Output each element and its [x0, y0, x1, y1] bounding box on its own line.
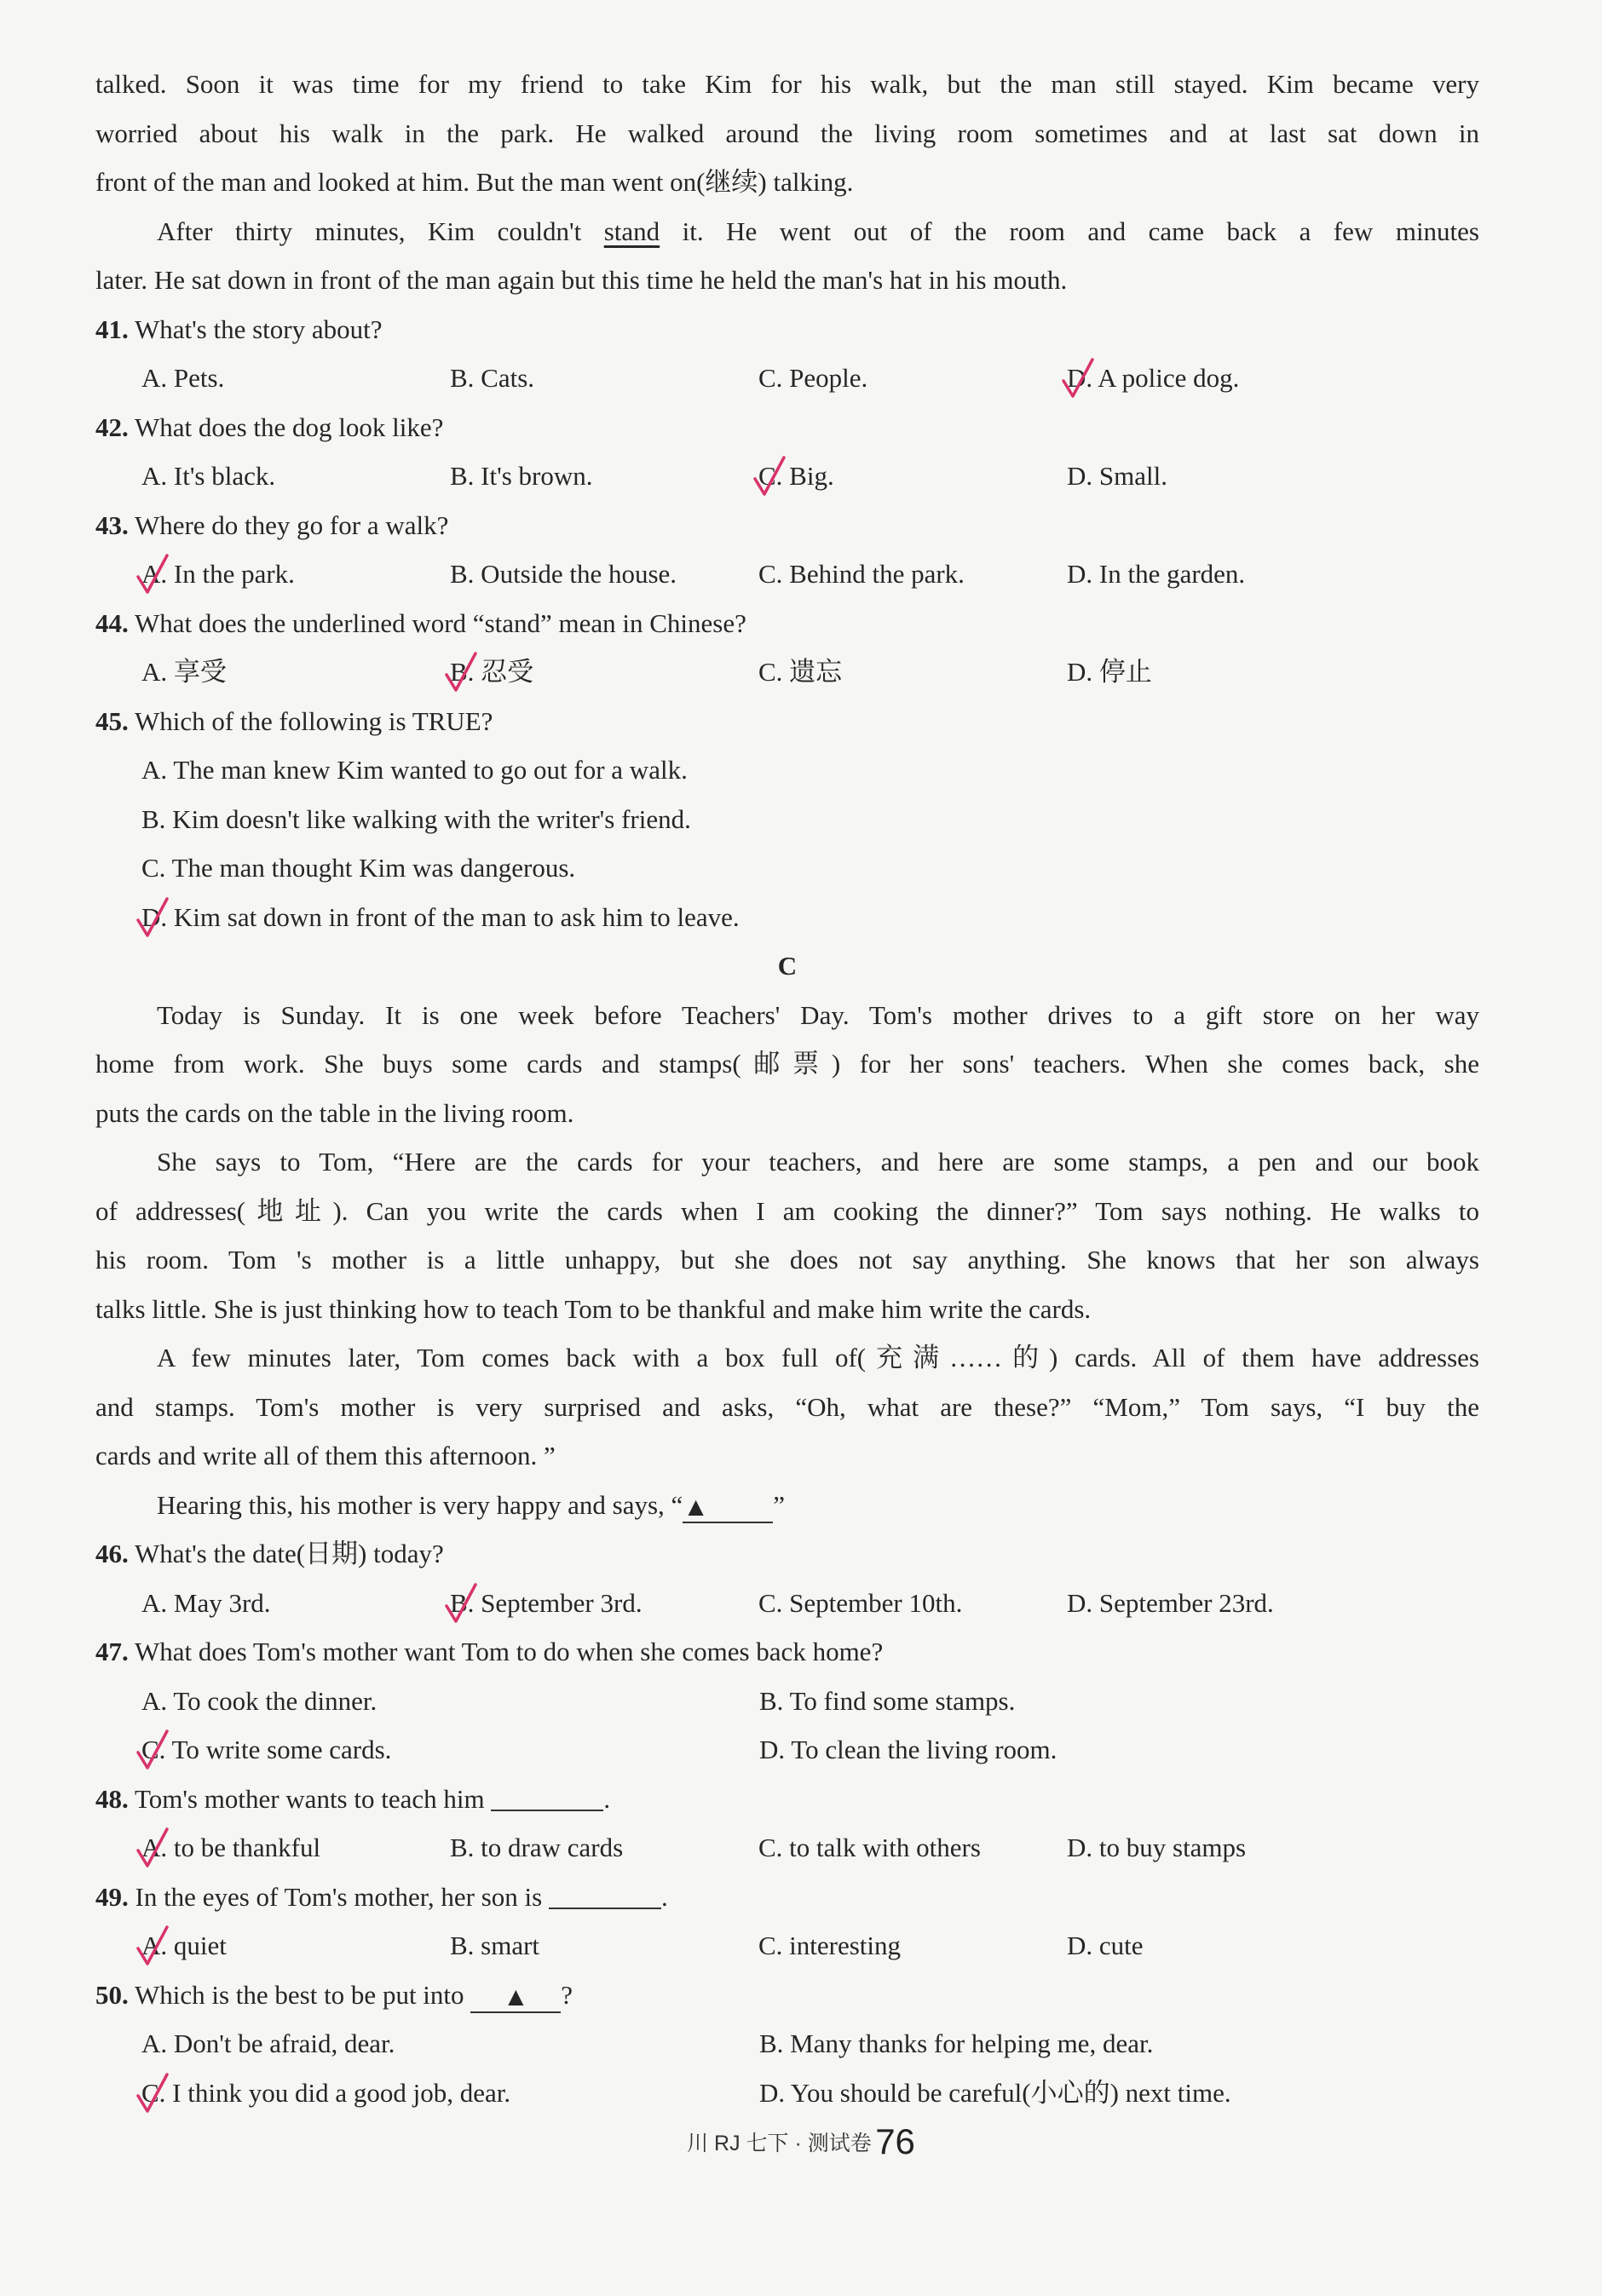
options-row: [95, 1823, 1479, 1873]
option-b[interactable]: B. Outside the house.: [450, 559, 677, 589]
option-c[interactable]: C. Behind the park.: [758, 559, 965, 589]
option-d[interactable]: D. September 23rd.: [1067, 1587, 1274, 1618]
option-c[interactable]: C. The man thought Kim was dangerous.: [141, 853, 576, 883]
option-d[interactable]: D. Small.: [1067, 461, 1167, 491]
question-text-end: .: [603, 1783, 611, 1814]
option-a[interactable]: [141, 1823, 450, 1873]
question-number: 48.: [95, 1783, 129, 1814]
option-d[interactable]: D. 停止: [1067, 657, 1152, 687]
page-footer: [0, 2121, 1602, 2162]
question-47: [95, 1627, 1479, 1775]
question-45: [95, 697, 1479, 942]
option-a[interactable]: A. The man knew Kim wanted to go out for a walk.: [141, 755, 688, 785]
option-a[interactable]: A. Don't be afraid, dear.: [141, 2028, 395, 2058]
answer-blank-triangle: ▲: [683, 1493, 773, 1523]
option-c[interactable]: [141, 1725, 759, 1775]
option-c[interactable]: C. September 10th.: [758, 1587, 963, 1618]
question-number: 42.: [95, 411, 129, 442]
text-line: worried about his walk in the park. He walked around the living room sometimes and at last sat down in: [95, 118, 1479, 148]
text-line: talked. Soon it was time for my friend to take Kim for his walk, but the man still stayed. Kim became very: [95, 69, 1479, 99]
text-line: [95, 1481, 1479, 1530]
question-stem: [95, 1627, 1479, 1677]
passage-b-paragraph-1: [95, 60, 1479, 207]
option-d-row: [95, 893, 1479, 942]
answer-blank: [491, 1784, 603, 1811]
option-c[interactable]: [758, 452, 1067, 501]
question-42: [95, 403, 1479, 501]
option-d[interactable]: [1067, 354, 1375, 403]
option-label: A. to be thankful: [141, 1833, 321, 1862]
option-b[interactable]: [450, 647, 758, 697]
option-b[interactable]: B. Kim doesn't like walking with the writer's friend.: [141, 803, 691, 834]
question-text: What does Tom's mother want Tom to do when she comes back home?: [134, 1637, 884, 1666]
options-row: [95, 1677, 1479, 1726]
option-label: D. A police dog.: [1067, 363, 1240, 393]
text-line: and stamps. Tom's mother is very surprised and asks, “Oh, what are these?” “Mom,” Tom says, “I buy the: [95, 1391, 1479, 1422]
question-text-end: .: [660, 1881, 668, 1912]
question-50: [95, 1971, 1479, 2118]
page-number: 76: [875, 2121, 915, 2161]
text-line: talks little. She is just thinking how to teach Tom to be thankful and make him write the cards.: [95, 1293, 1092, 1324]
text-line: of addresses(地址). Can you write the cards when I am cooking the dinner?” Tom says nothing. He walks to: [95, 1195, 1479, 1226]
option-b[interactable]: B. Many thanks for helping me, dear.: [759, 2028, 1154, 2058]
question-text: Which of the following is TRUE?: [134, 705, 493, 736]
option-c[interactable]: C. interesting: [758, 1931, 902, 1960]
option-label: A. quiet: [141, 1931, 227, 1960]
option-d[interactable]: D. You should be careful(小心的) next time.: [759, 2077, 1231, 2108]
text-line: his room. Tom 's mother is a little unhappy, but she does not say anything. She knows that her son always: [95, 1245, 1479, 1275]
text-line: A few minutes later, Tom comes back with a box full of(充满……的) cards. All of them have addresses: [157, 1343, 1479, 1372]
text-line: puts the cards on the table in the living room.: [95, 1097, 574, 1128]
passage-c-paragraph-1: [95, 991, 1479, 1138]
question-stem: [95, 1873, 1479, 1922]
option-d[interactable]: D. In the garden.: [1067, 559, 1246, 589]
option-c[interactable]: C. 遗忘: [758, 657, 843, 687]
question-stem: [95, 305, 1479, 354]
question-number: 43.: [95, 509, 129, 540]
question-text: What does the underlined word “stand” mean in Chinese?: [134, 607, 746, 638]
option-a[interactable]: A. 享受: [141, 657, 227, 687]
text-line: Today is Sunday. It is one week before Teachers' Day. Tom's mother drives to a gift store on her way: [157, 999, 1479, 1030]
options-row: [95, 2019, 1479, 2069]
options-row: [95, 1579, 1479, 1628]
question-number: 44.: [95, 607, 129, 638]
question-number: 46.: [95, 1539, 129, 1568]
text-fragment: Hearing this, his mother is very happy and says, “: [157, 1489, 683, 1520]
option-label: B. 忍受: [450, 657, 534, 687]
question-number: 50.: [95, 1979, 129, 2010]
options-row: [95, 1725, 1479, 1775]
options-row: [95, 2069, 1479, 2118]
question-46: [95, 1529, 1479, 1627]
option-a[interactable]: A. Pets.: [141, 363, 225, 393]
option-a[interactable]: [141, 550, 450, 599]
question-stem: [95, 1775, 1479, 1824]
passage-c-paragraph-3: [95, 1333, 1479, 1481]
option-a[interactable]: A. May 3rd.: [141, 1587, 271, 1618]
question-number: 41.: [95, 314, 129, 344]
question-stem: [95, 697, 1479, 746]
option-b[interactable]: B. To find some stamps.: [759, 1685, 1016, 1716]
question-text: What does the dog look like?: [134, 411, 444, 442]
text-line: later. He sat down in front of the man again but this time he held the man's hat in his mouth.: [95, 265, 1068, 295]
question-44: [95, 599, 1479, 697]
text-line: cards and write all of them this afternoon. ”: [95, 1441, 556, 1470]
option-a[interactable]: [141, 1921, 450, 1971]
question-number: 45.: [95, 705, 129, 736]
option-label: B. September 3rd.: [450, 1587, 643, 1618]
option-c[interactable]: [141, 2069, 759, 2118]
options-row: [95, 452, 1479, 501]
option-b[interactable]: [450, 1579, 758, 1628]
option-d[interactable]: [141, 893, 740, 942]
question-43: [95, 501, 1479, 599]
option-label: D. Kim sat down in front of the man to ask him to leave.: [141, 901, 740, 932]
option-b-row: [95, 795, 1479, 844]
option-a-row: [95, 745, 1479, 795]
option-label: C. Big.: [758, 461, 834, 491]
question-stem: [95, 501, 1479, 550]
answer-blank: [549, 1882, 661, 1909]
option-d[interactable]: D. To clean the living room.: [759, 1735, 1057, 1764]
question-text: Where do they go for a walk?: [134, 509, 449, 540]
text-fragment: it. He went out of the room and came back a few minutes: [660, 216, 1479, 246]
passage-c-paragraph-2: [95, 1137, 1479, 1333]
option-label: C. I think you did a good job, dear.: [141, 2077, 511, 2108]
section-title-c: C: [777, 951, 798, 981]
question-stem: [95, 1529, 1479, 1579]
page-content: [95, 60, 1479, 2117]
options-row: [95, 647, 1479, 697]
question-49: [95, 1873, 1479, 1971]
passage-b-paragraph-2: [95, 207, 1479, 305]
text-line: She says to Tom, “Here are the cards for your teachers, and here are some stamps, a pen and our book: [157, 1147, 1479, 1177]
options-row: [95, 354, 1479, 403]
question-41: [95, 305, 1479, 403]
options-row: [95, 1921, 1479, 1971]
question-number: 49.: [95, 1881, 129, 1912]
question-text: What's the date(日期) today?: [134, 1539, 444, 1568]
question-stem: [95, 403, 1479, 452]
text-line: home from work. She buys some cards and stamps(邮票) for her sons' teachers. When she comes back, she: [95, 1049, 1479, 1079]
question-number: 47.: [95, 1637, 129, 1666]
question-text: Tom's mother wants to teach him: [134, 1783, 485, 1814]
option-d[interactable]: D. to buy stamps: [1067, 1833, 1247, 1862]
option-d[interactable]: D. cute: [1067, 1931, 1144, 1960]
question-text-end: ?: [561, 1979, 573, 2010]
text-line: [95, 207, 1479, 256]
option-c[interactable]: C. to talk with others: [758, 1833, 981, 1862]
option-b[interactable]: B. to draw cards: [450, 1833, 624, 1862]
question-stem: [95, 599, 1479, 648]
text-fragment: ”: [773, 1489, 786, 1520]
question-text: What's the story about?: [134, 314, 383, 344]
answer-blank-triangle: ▲: [470, 1982, 561, 2013]
text-fragment: After thirty minutes, Kim couldn't: [157, 216, 604, 246]
option-c[interactable]: C. People.: [758, 363, 868, 393]
option-b[interactable]: B. smart: [450, 1931, 540, 1960]
question-text: Which is the best to be put into: [134, 1979, 464, 2010]
option-a[interactable]: A. To cook the dinner.: [141, 1685, 377, 1716]
question-stem: [95, 1971, 1479, 2020]
text-line: front of the man and looked at him. But the man went on(继续) talking.: [95, 167, 854, 197]
question-48: [95, 1775, 1479, 1873]
options-row: [95, 550, 1479, 599]
option-a[interactable]: A. It's black.: [141, 461, 276, 491]
question-text: In the eyes of Tom's mother, her son is: [135, 1881, 543, 1912]
underlined-word-stand: stand: [603, 216, 660, 246]
option-c-row: [95, 843, 1479, 893]
footer-label: 川 RJ 七下 · 测试卷: [687, 2132, 872, 2155]
option-b[interactable]: B. Cats.: [450, 363, 535, 393]
option-label: C. To write some cards.: [141, 1735, 392, 1764]
option-b[interactable]: B. It's brown.: [450, 461, 593, 491]
passage-c-paragraph-4: [95, 1481, 1479, 1530]
option-label: A. In the park.: [141, 559, 295, 589]
